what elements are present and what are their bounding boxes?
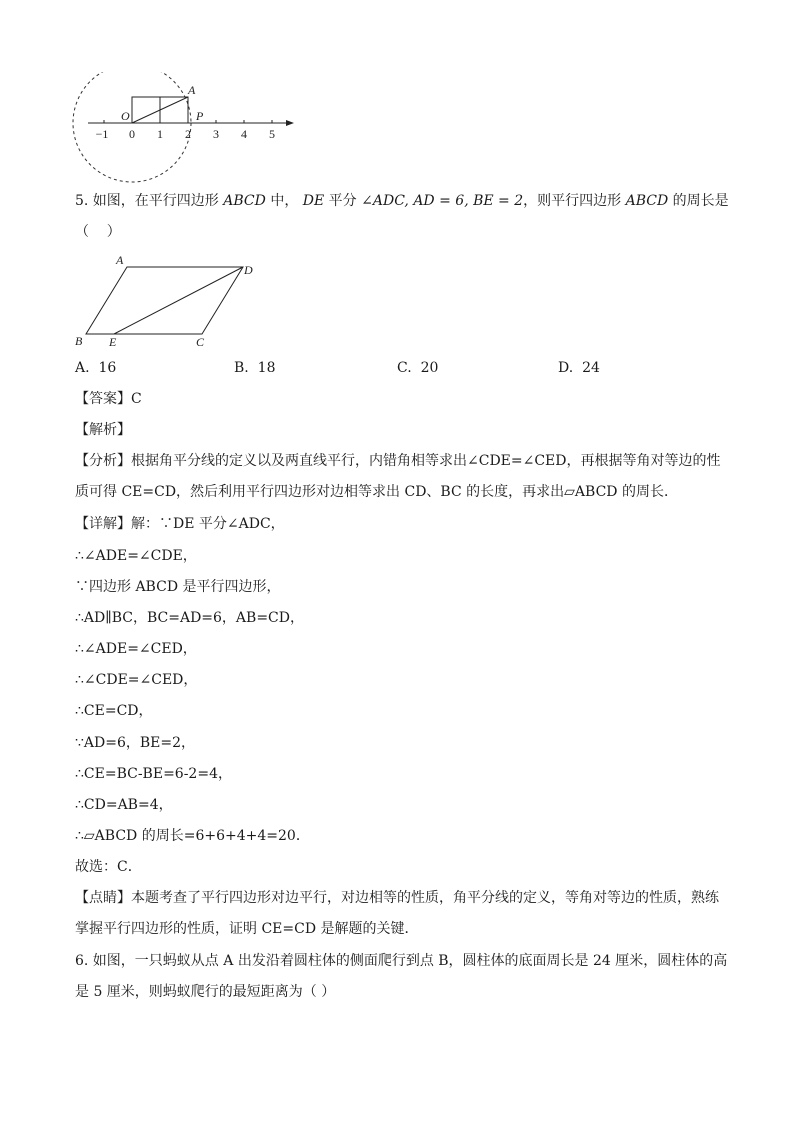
tick-label: 2 bbox=[185, 127, 191, 141]
solution-step bbox=[75, 795, 173, 815]
solution-step-text: ∵四边形 ABCD 是平行四边形， bbox=[75, 579, 281, 595]
option-value: 24 bbox=[582, 360, 600, 376]
solution-step bbox=[75, 670, 197, 690]
vertex-d: D bbox=[244, 263, 253, 277]
xiangjie-line-1 bbox=[75, 514, 285, 534]
solution-step: 解：∵DE 平分∠ADC， bbox=[131, 516, 285, 532]
solution-step-text: ∴CD=AB=4， bbox=[75, 797, 173, 813]
tick-label: −1 bbox=[95, 127, 109, 141]
q5-text: 中， bbox=[265, 193, 303, 209]
solution-step bbox=[75, 701, 153, 721]
point-e: E bbox=[109, 335, 117, 349]
tick-label: 3 bbox=[213, 127, 219, 141]
solution-step-text: ∴▱ABCD 的周长=6+6+4+4=20． bbox=[75, 828, 310, 844]
xiangjie-tag: 【详解】 bbox=[75, 516, 131, 532]
vertex-a: A bbox=[116, 253, 124, 267]
q5-text: ABCD bbox=[625, 193, 669, 209]
option-b bbox=[234, 358, 275, 378]
vertex-c: C bbox=[196, 335, 205, 349]
q6-line-2 bbox=[75, 982, 335, 1002]
solution-step-text: ∴CE=CD， bbox=[75, 703, 153, 719]
option-value: 20 bbox=[420, 360, 439, 376]
option-value: 16 bbox=[98, 360, 117, 376]
fenxi-text: 质可得 CE=CD，然后利用平行四边形对边相等求出 CD、BC 的长度，再求出▱ABCD 的周长． bbox=[75, 484, 678, 500]
dianjing-tag: 【点睛】 bbox=[75, 890, 131, 906]
option-letter: B. bbox=[234, 360, 249, 376]
fenxi-line-2 bbox=[75, 482, 678, 502]
solution-step bbox=[75, 764, 232, 784]
vertex-b: B bbox=[75, 334, 83, 348]
option-value: 18 bbox=[257, 360, 276, 376]
parallelogram-figure bbox=[70, 252, 270, 352]
q6-text: 6. 如图，一只蚂蚁从点 A 出发沿着圆柱体的侧面爬行到点 B，圆柱体的底面周长是 24 厘米，圆柱体的高 bbox=[75, 953, 728, 969]
tick-label: 1 bbox=[157, 127, 163, 141]
solution-step bbox=[75, 826, 310, 846]
jiexi-tag: 【解析】 bbox=[75, 422, 131, 438]
option-letter: A. bbox=[75, 360, 90, 376]
q5-condition: ∠ADC, AD = 6, BE = 2 bbox=[361, 193, 524, 209]
dianjing-text: 掌握平行四边形的性质，证明 CE=CD 是解题的关键． bbox=[75, 921, 419, 937]
q5-text: 5. 如图，在平行四边形 bbox=[75, 193, 224, 209]
solution-step-text: ∵AD=6，BE=2， bbox=[75, 735, 196, 751]
solution-step bbox=[75, 546, 197, 566]
tick-label: 5 bbox=[269, 127, 275, 141]
fenxi-text: 根据角平分线的定义以及两直线平行，内错角相等求出∠CDE=∠CED，再根据等角对等边的性 bbox=[131, 453, 721, 469]
answer-line bbox=[75, 389, 142, 409]
option-letter: C. bbox=[397, 360, 412, 376]
answer-tag: 【答案】 bbox=[75, 391, 131, 407]
parallelogram-abcd bbox=[86, 267, 243, 334]
q5-text: ABCD bbox=[223, 193, 266, 209]
number-line-figure bbox=[60, 72, 310, 184]
segment-de bbox=[114, 267, 243, 334]
fenxi-line-1 bbox=[75, 451, 721, 471]
q6-line-1 bbox=[75, 951, 727, 971]
tick-label: 4 bbox=[241, 127, 247, 141]
q5-text: DE bbox=[302, 193, 325, 209]
option-letter: D. bbox=[558, 360, 574, 376]
solution-step-text: ∴CE=BC-BE=6-2=4， bbox=[75, 766, 232, 782]
option-a bbox=[75, 358, 116, 378]
answer-value: C bbox=[131, 391, 142, 407]
solution-step-text: ∴AD∥BC，BC=AD=6，AB=CD， bbox=[75, 610, 304, 626]
q5-text: 的周长是 bbox=[668, 193, 729, 209]
dianjing-text: 本题考查了平行四边形对边平行，对边相等的性质，角平分线的定义，等角对等边的性质，熟练 bbox=[131, 890, 719, 906]
q5-paren bbox=[75, 222, 121, 242]
dianjing-line-2 bbox=[75, 919, 419, 939]
label-p: P bbox=[196, 109, 204, 123]
label-o: O bbox=[121, 109, 130, 123]
solution-step bbox=[75, 733, 195, 753]
q5-text: ，则平行四边形 bbox=[523, 193, 626, 209]
solution-step-text: ∴∠ADE=∠CDE， bbox=[75, 548, 197, 564]
option-c bbox=[397, 358, 438, 378]
answer-blank: （ ） bbox=[75, 224, 121, 240]
tick-label: 0 bbox=[129, 127, 135, 141]
q5-text: 平分 bbox=[324, 193, 362, 209]
axis-arrow bbox=[286, 120, 294, 126]
q5-stem bbox=[75, 191, 729, 211]
solution-step-text: ∴∠ADE=∠CED， bbox=[75, 641, 197, 657]
jiexi-line bbox=[75, 420, 131, 440]
label-a: A bbox=[188, 83, 196, 97]
solution-step-text: ∴∠CDE=∠CED， bbox=[75, 672, 198, 688]
fenxi-tag: 【分析】 bbox=[75, 453, 131, 469]
solution-step bbox=[75, 608, 304, 628]
solution-step-text: 故选：C． bbox=[75, 859, 142, 875]
solution-step bbox=[75, 639, 197, 659]
option-d bbox=[558, 358, 600, 378]
dianjing-line-1 bbox=[75, 888, 719, 908]
solution-step bbox=[75, 577, 281, 597]
solution-step bbox=[75, 857, 142, 877]
q6-text: 是 5 厘米，则蚂蚁爬行的最短距离为（ ） bbox=[75, 984, 336, 1000]
